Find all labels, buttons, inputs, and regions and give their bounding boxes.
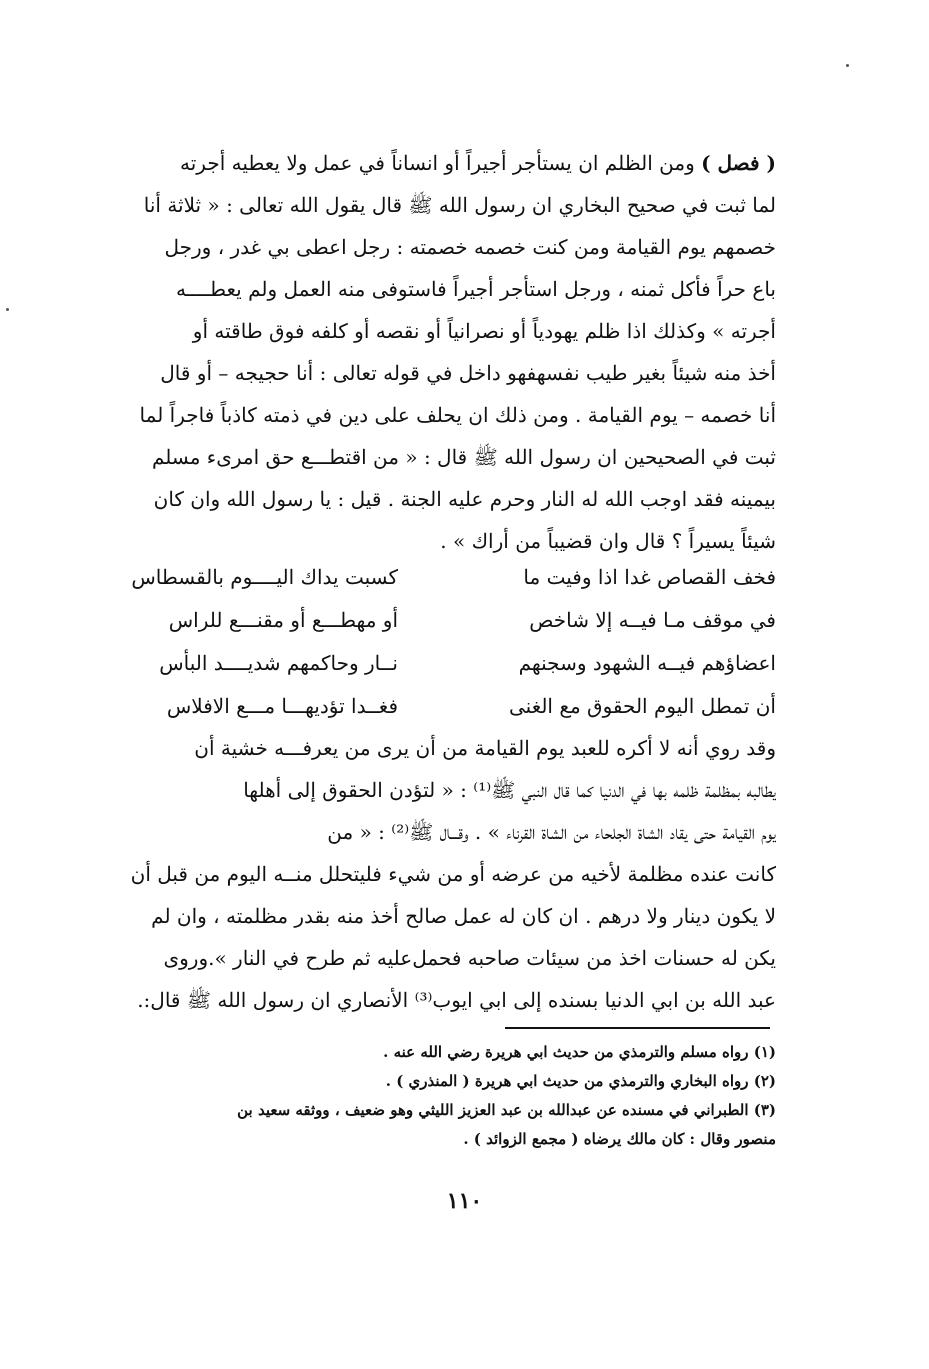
verse-first-half: أن تمطل اليوم الحقوق مع الغنى bbox=[508, 694, 776, 718]
text-line: كانت عنده مظلمة لأخيه من عرضه أو من شيء فليتحلل منــه اليوم من قبل أن bbox=[130, 862, 776, 886]
poem-verses bbox=[98, 556, 776, 728]
footnote-2: (٢) رواه البخاري والترمذي من حديث ابي هريرة ( المنذري ) . bbox=[385, 1072, 776, 1090]
page-number: ١١٠ bbox=[446, 1188, 483, 1214]
text-line: ثبت في الصحيحين ان رسول الله ﷺ قال : « من اقتطـــع حق امرىء مسلم bbox=[151, 445, 776, 469]
paragraph-fasl bbox=[98, 142, 776, 562]
text-line: أخذ منه شيئاً بغير طيب نفسهفهو داخل في قوله تعالى : أنا حجيجه – أو قال bbox=[160, 361, 776, 385]
text-line: لا يكون دينار ولا درهم . ان كان له عمل صالح أخذ منه بقدر مظلمته ، وان لم bbox=[151, 904, 776, 928]
poem-verse bbox=[98, 685, 776, 728]
text-line: لما ثبت في صحيح البخاري ان رسول الله ﷺ قال يقول الله تعالى : « ثلاثة أنا bbox=[143, 193, 776, 217]
text-line: يوم القيامة حتى يقاد الشاة الجلحاء من الشاة القرناء » . وقـــال ﷺ⁽²⁾ : « من bbox=[327, 820, 776, 844]
poem-verse bbox=[98, 599, 776, 642]
text-line: خصمهم يوم القيامة ومن كنت خصمه خصمته : رجل اعطى بي غدر ، ورجل bbox=[164, 235, 776, 259]
footnote-separator bbox=[505, 1027, 770, 1029]
text-line: عبد الله بن ابي الدنيا بسنده إلى ابي ايوب⁽³⁾ الأنصاري ان رسول الله ﷺ قال:. bbox=[137, 988, 776, 1012]
text-line: يطالبه بمظلمة ظلمه بها في الدنيا كما قال النبي ﷺ⁽¹⁾ : « لتؤدن الحقوق إلى أهلها bbox=[243, 778, 776, 802]
text-line: باع حراً فأكل ثمنه ، ورجل استأجر أجيراً فاستوفى منه العمل ولم يعطــــه bbox=[175, 277, 776, 301]
verse-first-half: في موقف مـا فيــه إلا شاخص bbox=[529, 608, 776, 632]
line-text: ومن الظلم ان يستأجر أجيراً أو انساناً في عمل ولا يعطيه أجرته bbox=[180, 151, 702, 175]
verse-second-half: نــار وحاكمهم شديــــد البأس bbox=[159, 651, 398, 675]
section-heading: ( فصل ) bbox=[701, 151, 776, 175]
footnote-1: (١) رواه مسلم والترمذي من حديث ابي هريرة رضي الله عنه . bbox=[383, 1043, 776, 1061]
text-line: أجرته » وكذلك اذا ظلم يهودياً أو نصرانياً أو نقصه أو كلفه فوق طاقته أو bbox=[192, 319, 776, 343]
text-line: أنا خصمه – يوم القيامة . ومن ذلك ان يحلف على دين في ذمته كاذباً فاجراً لما bbox=[139, 403, 776, 427]
poem-verse bbox=[98, 556, 776, 599]
text-line: وقد روي أنه لا أكره للعبد يوم القيامة من أن يرى من يعرفـــه خشية أن bbox=[194, 736, 776, 760]
text-line: بيمينه فقد اوجب الله له النار وحرم عليه الجنة . قيل : يا رسول الله وان كان bbox=[153, 487, 776, 511]
footnotes bbox=[98, 1038, 776, 1154]
scan-speck bbox=[846, 64, 849, 67]
scan-speck bbox=[6, 308, 9, 311]
verse-first-half: اعضاؤهم فيــه الشهود وسجنهم bbox=[518, 651, 776, 675]
footnote-3-continued: منصور وقال : كان مالك يرضاه ( مجمع الزوائد ) . bbox=[463, 1130, 776, 1148]
footnote-3: (٣) الطبراني في مسنده عن عبدالله بن عبد العزيز الليثي وهو ضعيف ، ووثقه سعيد بن bbox=[237, 1101, 776, 1119]
text-line bbox=[98, 142, 776, 184]
verse-first-half: فخف القصاص غدا اذا وفيت ما bbox=[523, 565, 776, 589]
poem-verse bbox=[98, 642, 776, 685]
verse-second-half: أو مهطـــع أو مقنـــع للراس bbox=[168, 608, 398, 632]
paragraph-hadith bbox=[98, 727, 776, 1021]
verse-second-half: فغــدا تؤديهـــا مـــع الافلاس bbox=[166, 694, 398, 718]
verse-second-half: كسبت يداك اليــــوم بالقسطاس bbox=[131, 565, 398, 589]
text-line: شيئاً يسيراً ؟ قال وان قضيباً من أراك » . bbox=[440, 529, 776, 553]
text-line: يكن له حسنات اخذ من سيئات صاحبه فحمل‌عليه ثم طرح في النار ».وروى bbox=[163, 946, 776, 970]
